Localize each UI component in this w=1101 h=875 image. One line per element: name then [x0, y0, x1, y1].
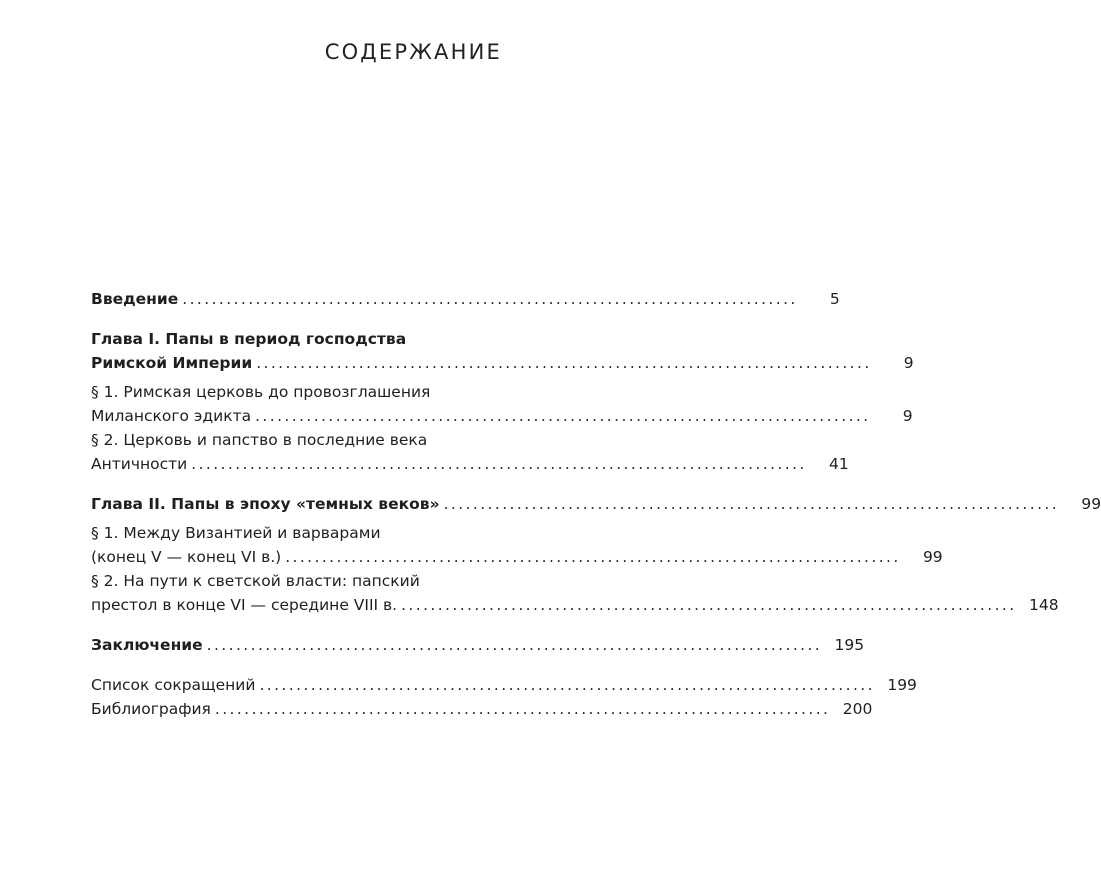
toc-entry-chapter-2[interactable]	[91, 492, 1101, 516]
leader-dots: ....................................................................................	[191, 455, 807, 473]
toc-entry-chapter-1[interactable]	[91, 327, 914, 375]
toc-entry-title: § 2. Церковь и папство в последние века	[91, 431, 428, 449]
table-of-contents	[91, 287, 1101, 721]
toc-page-number: 41	[828, 455, 849, 473]
toc-entry-title: § 1. Римская церковь до провозглашения	[91, 383, 431, 401]
toc-entry-introduction[interactable]	[91, 287, 840, 311]
toc-page-number: 200	[842, 700, 873, 718]
toc-entry-conclusion[interactable]	[91, 633, 865, 657]
toc-entry-title: § 2. На пути к светской власти: папский	[91, 572, 420, 590]
toc-entry-chapter-1-section-2[interactable]	[91, 428, 849, 476]
leader-dots: ....................................................................................	[285, 548, 901, 566]
toc-page-number: 5	[829, 290, 840, 308]
leader-dots: ....................................................................................	[401, 596, 1017, 614]
toc-entry-chapter-2-section-1[interactable]	[91, 521, 943, 569]
toc-entry-title: Глава I. Папы в период господства	[91, 330, 407, 348]
toc-entry-title: Глава II. Папы в эпоху «темных веков»	[91, 495, 440, 513]
toc-page-number: 9	[902, 407, 913, 425]
leader-dots: ....................................................................................	[255, 407, 871, 425]
toc-page-number: 148	[1028, 596, 1059, 614]
toc-entry-title: Список сокращений	[91, 676, 256, 694]
toc-entry-title-continued: (конец V — конец VI в.)	[91, 548, 282, 566]
toc-entry-title: Введение	[91, 290, 179, 308]
toc-entry-chapter-2-section-2[interactable]	[91, 569, 1059, 617]
toc-entry-title: § 1. Между Византией и варварами	[91, 524, 381, 542]
leader-dots: ....................................................................................	[182, 290, 798, 308]
toc-entry-bibliography[interactable]	[91, 697, 873, 721]
toc-entry-title-continued: престол в конце VI — середине VIII в.	[91, 596, 398, 614]
toc-entry-chapter-1-section-1[interactable]	[91, 380, 913, 428]
leader-dots: ....................................................................................	[206, 636, 823, 654]
toc-page-number: 9	[903, 354, 914, 372]
toc-entry-title: Библиография	[91, 700, 211, 718]
toc-page-number: 199	[887, 676, 917, 694]
leader-dots: ....................................................................................	[443, 495, 1060, 513]
toc-page-number: 195	[834, 636, 865, 654]
page-title: СОДЕРЖАНИЕ	[324, 40, 502, 64]
leader-dots: ....................................................................................	[214, 700, 831, 718]
toc-entry-title-continued: Римской Империи	[91, 354, 253, 372]
toc-entry-title-continued: Миланского эдикта	[91, 407, 252, 425]
toc-page-number: 99	[922, 548, 943, 566]
toc-entry-title-continued: Античности	[91, 455, 188, 473]
toc-page-number: 99	[1081, 495, 1101, 513]
toc-entry-abbreviations[interactable]	[91, 673, 917, 697]
toc-entry-title: Заключение	[91, 636, 203, 654]
leader-dots: ....................................................................................	[256, 354, 872, 372]
leader-dots: ....................................................................................	[259, 676, 875, 694]
